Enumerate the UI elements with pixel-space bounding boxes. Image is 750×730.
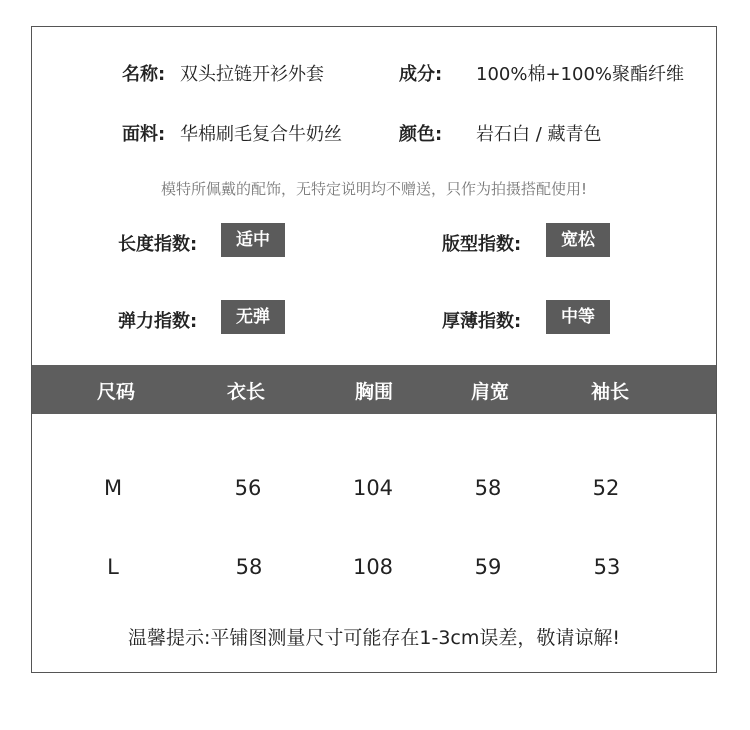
- thickness-index-label: 厚薄指数:: [442, 311, 522, 332]
- cell-shoulder: 58: [474, 476, 502, 500]
- name-label: 名称:: [122, 64, 166, 85]
- cell-sleeve: 52: [592, 476, 620, 500]
- length-index-label: 长度指数:: [118, 234, 198, 255]
- elastic-index-label: 弹力指数:: [118, 311, 198, 332]
- composition-label: 成分:: [399, 64, 443, 85]
- name-value: 双头拉链开衫外套: [180, 64, 324, 85]
- cell-chest: 108: [352, 555, 394, 579]
- color-label: 颜色:: [399, 124, 443, 145]
- cell-length: 56: [234, 476, 262, 500]
- header-size: 尺码: [96, 381, 136, 403]
- composition-value: 100%棉+100%聚酯纤维: [476, 64, 685, 85]
- accessory-note: 模特所佩戴的配饰，无特定说明均不赠送，只作为拍摄搭配使用!: [160, 180, 588, 198]
- cell-sleeve: 53: [593, 555, 621, 579]
- cell-shoulder: 59: [474, 555, 502, 579]
- elastic-index-badge: 无弹: [221, 300, 285, 334]
- cell-size: L: [107, 555, 119, 579]
- product-spec-card: [31, 26, 717, 673]
- fabric-value: 华棉刷毛复合牛奶丝: [180, 124, 342, 145]
- fit-index-label: 版型指数:: [442, 234, 522, 255]
- cell-length: 58: [235, 555, 263, 579]
- header-shoulder: 肩宽: [470, 381, 510, 403]
- thickness-index-badge: 中等: [546, 300, 610, 334]
- header-chest: 胸围: [354, 381, 394, 403]
- cell-size: M: [103, 476, 123, 500]
- header-length: 衣长: [226, 381, 266, 403]
- length-index-badge: 适中: [221, 223, 285, 257]
- header-sleeve: 袖长: [590, 381, 630, 403]
- measurement-tip: 温馨提示:平铺图测量尺寸可能存在1-3cm误差，敬请谅解!: [127, 627, 620, 649]
- fit-index-badge: 宽松: [546, 223, 610, 257]
- size-table-header: [32, 365, 716, 414]
- fabric-label: 面料:: [122, 124, 166, 145]
- color-value: 岩石白 / 藏青色: [476, 124, 602, 145]
- cell-chest: 104: [352, 476, 394, 500]
